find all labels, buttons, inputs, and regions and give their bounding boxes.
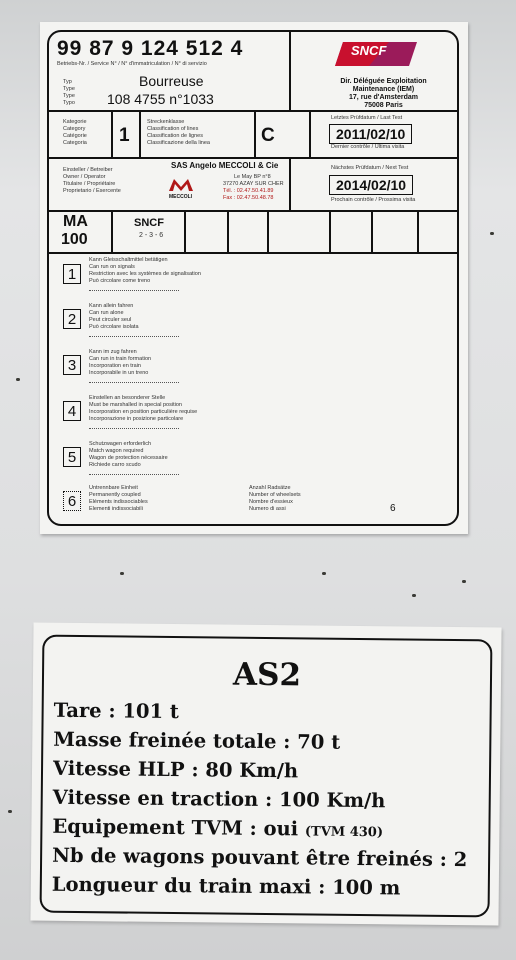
last-test-caption2: Dernier contrôle / Ultima visita [331, 144, 405, 150]
operator-dept: Maintenance (IEM) [352, 86, 415, 93]
wall-speck [490, 232, 494, 235]
line-class-label: Classificazione della linea [147, 140, 210, 146]
ma-value: 100 [61, 231, 88, 248]
operator-dept: Dir. Déléguée Exploitation [340, 78, 427, 85]
type-label: Type [63, 93, 75, 99]
next-test-date: 2014/02/10 [329, 175, 413, 195]
sncf-logo-text: SNCF [351, 43, 387, 58]
plate-frame [47, 30, 459, 526]
condition-text: Incorporation en position particulière requise [89, 409, 198, 415]
condition-text: Incorporazione in posizione particolare [89, 416, 184, 422]
tvm-note: (TVM 430) [304, 824, 384, 841]
axles-label: Nombre d'essieux [249, 499, 293, 505]
owner-phone: Tél. : 02.47.50.41.89 [223, 188, 274, 194]
wall-speck [322, 572, 326, 575]
wall-speck [462, 580, 466, 583]
condition-text: Untrennbare Einheit [89, 485, 138, 491]
condition-text: Permanently coupled [89, 492, 141, 498]
tare-line: Tare : 101 t [53, 698, 180, 724]
condition-text: Incorporation en train [89, 363, 141, 369]
owner-address: Le May BP n°8 [234, 174, 271, 180]
condition-text: Kann Gleisschaltmittel betätigen [89, 257, 168, 263]
type-label: Type [63, 86, 75, 92]
plate-frame [40, 635, 493, 918]
category-label: Kategorie [63, 119, 87, 125]
wall-speck [120, 572, 124, 575]
axles-value: 6 [390, 503, 396, 514]
line-class-label: Streckenklasse [147, 119, 185, 125]
axles-label: Anzahl Radsätze [249, 485, 291, 491]
condition-text: Richiede carro scudo [89, 462, 141, 468]
condition-text: Restriction avec les systèmes de signalisation [89, 271, 201, 277]
hlp-speed-line: Vitesse HLP : 80 Km/h [52, 756, 299, 783]
ma-label: MA [63, 213, 88, 230]
type-label: Typ [63, 79, 72, 85]
owner-label: Einsteller / Betreiber [63, 167, 113, 173]
condition-text: Incorporabile in un treno [89, 370, 149, 376]
plate-title: AS2 [232, 656, 302, 694]
category-label: Categoria [63, 140, 87, 146]
tvm-equipment-text: Equipement TVM : oui [52, 814, 299, 841]
condition-number: 4 [63, 401, 81, 421]
category-label: Catégorie [63, 133, 87, 139]
type-label: Typo [63, 100, 75, 106]
sncf-code-label: SNCF [134, 217, 164, 229]
axles-label: Number of wheelsets [249, 492, 301, 498]
max-length-line: Longueur du train maxi : 100 m [51, 872, 401, 900]
condition-number: 2 [63, 309, 81, 329]
condition-text: Può circolare come treno [89, 278, 151, 284]
operator-dept: 75008 Paris [364, 102, 403, 109]
wall-speck [8, 810, 12, 813]
type-model: 108 4755 n°1033 [107, 91, 214, 107]
condition-text: Elementi indissociabili [89, 506, 143, 512]
owner-label: Proprietario / Esercente [63, 188, 121, 194]
category-value: 1 [119, 125, 130, 146]
condition-text: Wagon de protection nécessaire [89, 455, 168, 461]
condition-text: Can run on signals [89, 264, 135, 270]
braked-wagons-line: Nb de wagons pouvant être freinés : 2 [52, 843, 468, 872]
axles-label: Numero di assi [249, 506, 286, 512]
type-name: Bourreuse [139, 73, 204, 89]
condition-text: Eléments indissociables [89, 499, 148, 505]
condition-text: Peut circuler seul [89, 317, 132, 323]
condition-number: 3 [63, 355, 81, 375]
last-test-caption: Letztes Prüfdatum / Last Test [331, 115, 403, 121]
line-class-label: Classification de lignes [147, 133, 203, 139]
condition-number: 5 [63, 447, 81, 467]
line-class-label: Classification of lines [147, 126, 199, 132]
as2-info-plate [30, 623, 501, 926]
category-label: Category [63, 126, 86, 132]
condition-text: Match wagon required [89, 448, 144, 454]
wall-speck [16, 378, 20, 381]
condition-number: 1 [63, 264, 81, 284]
condition-text: Schutzwagen erforderlich [89, 441, 152, 447]
next-test-caption: Nächstes Prüfdatum / Next Test [331, 165, 409, 171]
owner-address: 37270 AZAY SUR CHER [223, 181, 284, 187]
owner-label: Owner / Operator [63, 174, 106, 180]
owner-label: Titulaire / Propriétaire [63, 181, 116, 187]
wall-speck [412, 594, 416, 597]
next-test-caption2: Prochain contrôle / Prossima visita [331, 197, 416, 203]
owner-company: SAS Angelo MECCOLI & Cie [171, 161, 279, 170]
condition-number: 6 [63, 491, 81, 511]
tvm-equipment-line [52, 815, 383, 841]
condition-text: Einstellen an besonderer Stelle [89, 395, 166, 401]
wagon-data-plate [40, 22, 468, 534]
braked-mass-line: Masse freinée totale : 70 t [53, 727, 341, 754]
registration-number: 99 87 9 124 512 4 [57, 37, 244, 60]
meccoli-logo-icon [167, 177, 195, 193]
condition-text: Kann allein fahren [89, 303, 134, 309]
condition-text: Can run in train formation [89, 356, 152, 362]
owner-fax: Fax : 02.47.50.48.78 [223, 195, 274, 201]
sncf-code-value: 2 - 3 - 6 [139, 232, 164, 239]
condition-text: Kann im zug fahren [89, 349, 137, 355]
condition-text: Can run alone [89, 310, 124, 316]
operator-dept: 17, rue d'Amsterdam [349, 94, 418, 101]
condition-text: Must be marshalled in special position [89, 402, 182, 408]
last-test-date: 2011/02/10 [329, 124, 412, 144]
registration-caption: Betriebs-Nr. / Service N° / N° d'immatriculation / N° di servizio [57, 61, 207, 67]
traction-speed-line: Vitesse en traction : 100 Km/h [52, 785, 386, 813]
condition-text: Può circolare isolata [89, 324, 139, 330]
line-class-value: C [261, 125, 275, 146]
owner-logo-text: MECCOLI [169, 194, 193, 200]
